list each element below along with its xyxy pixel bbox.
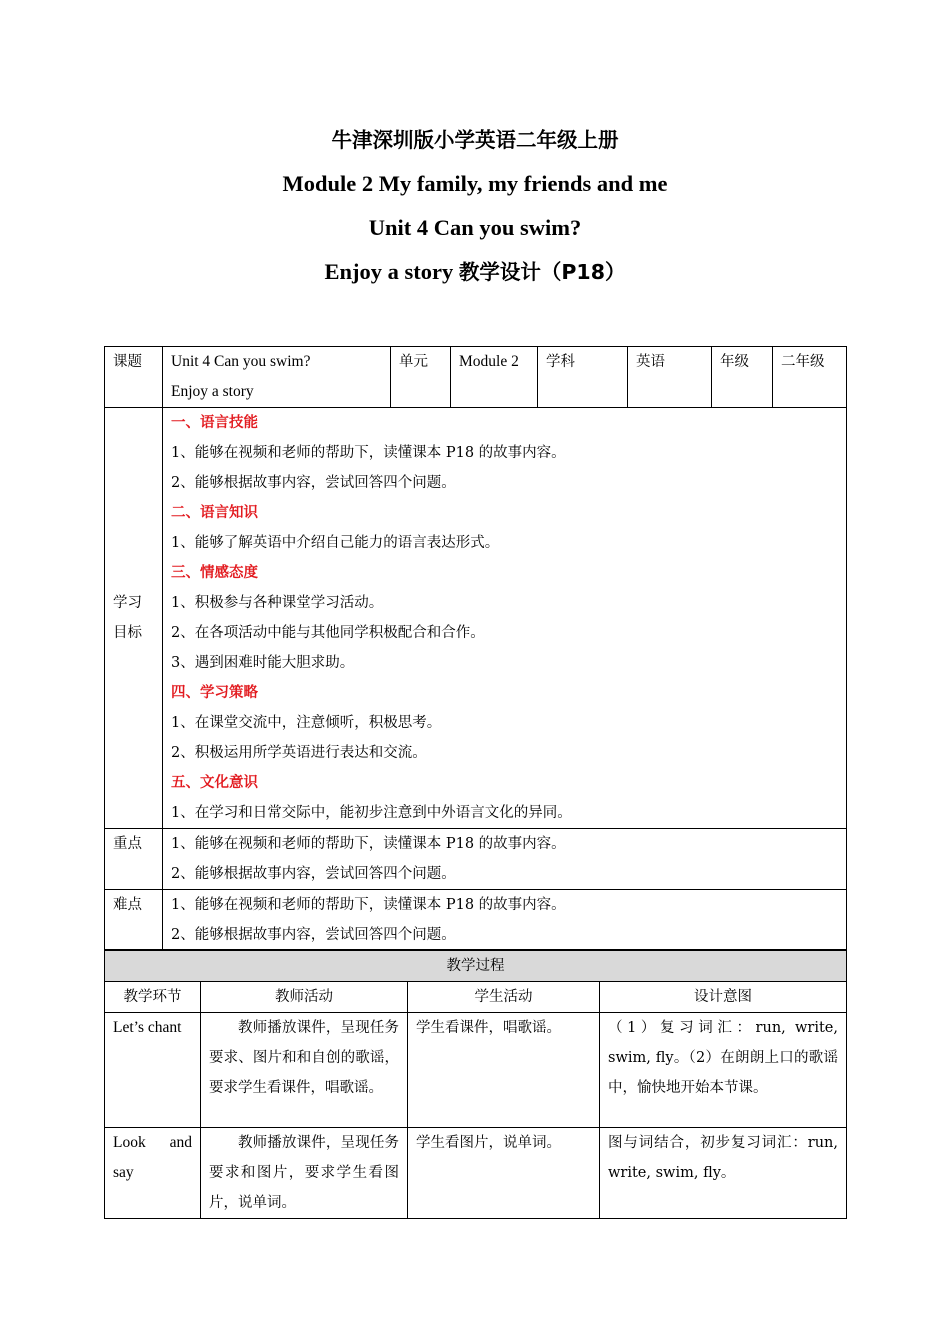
teacher-activity-cell: 教师播放课件，呈现任务要求和图片，要求学生看图片，说单词。 [201, 1128, 408, 1219]
objective-item: 1、在课堂交流中，注意倾听，积极思考。 [171, 715, 442, 731]
col-student: 学生活动 [408, 982, 600, 1013]
objective-heading: 五、文化意识 [171, 775, 258, 791]
title-module: Module 2 My family, my friends and me [282, 171, 668, 196]
key-points-content [163, 829, 847, 890]
topic-label: 课题 [105, 347, 163, 408]
key-point-item: 1、能够在视频和老师的帮助下，读懂课本 P18 的故事内容。 [171, 836, 566, 852]
purpose-cell: 图与词结合，初步复习词汇：run, write, swim, fly。 [600, 1128, 847, 1219]
stage-cell: Let’s chant [105, 1013, 201, 1128]
header-row [105, 347, 847, 408]
process-title: 教学过程 [105, 950, 847, 982]
lesson-info-table [104, 346, 847, 952]
teaching-process-table [104, 949, 847, 1219]
subject-value: 英语 [628, 347, 712, 408]
teacher-activity-cell: 教师播放课件，呈现任务要求、图片和和自创的歌谣，要求学生看课件，唱歌谣。 [201, 1013, 408, 1128]
objectives-row [105, 408, 847, 829]
title-textbook: 牛津深圳版小学英语二年级上册 [331, 128, 619, 152]
col-stage: 教学环节 [105, 982, 201, 1013]
col-teacher: 教师活动 [201, 982, 408, 1013]
objectives-label: 学习 目标 [105, 408, 163, 829]
objective-item: 2、在各项活动中能与其他同学积极配合和合作。 [171, 625, 485, 641]
objective-heading: 四、学习策略 [171, 685, 258, 701]
objective-item: 3、遇到困难时能大胆求助。 [171, 655, 355, 671]
stage-cell: Look and say [105, 1128, 201, 1219]
student-activity-cell: 学生看图片，说单词。 [408, 1128, 600, 1219]
col-purpose: 设计意图 [600, 982, 847, 1013]
unit-label: 单元 [391, 347, 451, 408]
difficulties-content [163, 890, 847, 952]
objective-heading: 二、语言知识 [171, 505, 258, 521]
process-header-row [105, 982, 847, 1013]
title-lesson-en: Enjoy a story [324, 259, 459, 284]
key-points-label: 重点 [105, 829, 163, 890]
objective-heading: 一、语言技能 [171, 415, 258, 431]
table-row [105, 1128, 847, 1219]
objective-item: 1、积极参与各种课堂学习活动。 [171, 595, 384, 611]
difficulties-row [105, 890, 847, 952]
objective-item: 2、能够根据故事内容，尝试回答四个问题。 [171, 475, 456, 491]
difficulty-item: 1、能够在视频和老师的帮助下，读懂课本 P18 的故事内容。 [171, 897, 566, 913]
objective-heading: 三、情感态度 [171, 565, 258, 581]
key-points-row [105, 829, 847, 890]
student-activity-cell: 学生看课件，唱歌谣。 [408, 1013, 600, 1128]
objective-item: 2、积极运用所学英语进行表达和交流。 [171, 745, 427, 761]
document-title-block [0, 118, 950, 294]
key-point-item: 2、能够根据故事内容，尝试回答四个问题。 [171, 866, 456, 882]
grade-value: 二年级 [773, 347, 847, 408]
difficulty-item: 2、能够根据故事内容，尝试回答四个问题。 [171, 927, 456, 943]
objective-item: 1、能够在视频和老师的帮助下，读懂课本 P18 的故事内容。 [171, 445, 566, 461]
objective-item: 1、能够了解英语中介绍自己能力的语言表达形式。 [171, 535, 500, 551]
table-row [105, 1013, 847, 1128]
title-lesson-cn: 教学设计（P18） [458, 260, 626, 284]
difficulties-label: 难点 [105, 890, 163, 952]
objectives-content [163, 408, 847, 829]
objective-item: 1、在学习和日常交际中，能初步注意到中外语言文化的异同。 [171, 805, 572, 821]
purpose-cell: （1）复习词汇：run, write, swim, fly。（2）在朗朗上口的歌谣中，愉快地开始本节课。 [600, 1013, 847, 1128]
subject-label: 学科 [538, 347, 628, 408]
title-unit: Unit 4 Can you swim? [368, 215, 582, 240]
grade-label: 年级 [712, 347, 773, 408]
title-lesson [0, 250, 950, 294]
topic-value: Unit 4 Can you swim? Enjoy a story [163, 347, 391, 408]
unit-value: Module 2 [451, 347, 538, 408]
